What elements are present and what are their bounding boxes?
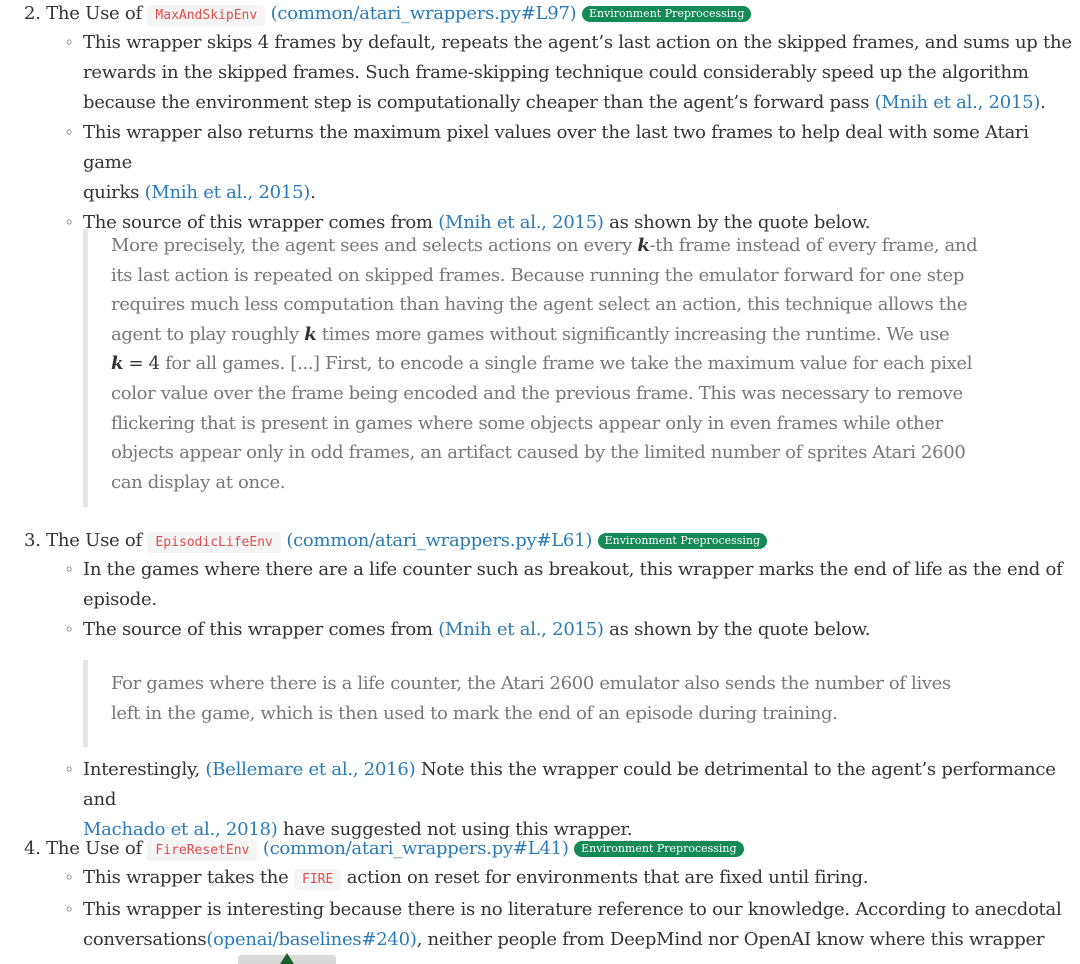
- citation-link[interactable]: (Mnih et al., 2015): [144, 182, 311, 203]
- text-line: rewards in the skipped frames. Such frame-skipping technique could considerably speed up the algorithm: [83, 62, 1029, 83]
- text-line: because the environment step is computationally cheaper than the agent’s forward pass: [83, 92, 875, 113]
- bullet-icon: ◦: [64, 33, 74, 52]
- text-fragment: have suggested not using this wrapper.: [277, 819, 633, 840]
- section-episodic-life-env: [24, 527, 1074, 645]
- issue-link[interactable]: (openai/baselines#240): [206, 929, 417, 950]
- bullet-icon: ◦: [64, 620, 74, 639]
- citation-link[interactable]: (Bellemare et al., 2016): [205, 759, 416, 780]
- list-item: [24, 755, 1074, 845]
- citation-link[interactable]: (Mnih et al., 2015): [438, 619, 604, 640]
- list-item: [24, 118, 1074, 208]
- source-link[interactable]: (common/atari_wrappers.py#L97): [270, 3, 577, 24]
- math-expr: = 4: [123, 353, 160, 375]
- text-line: In the games where there are a life counter such as breakout, this wrapper marks the end of life as the end of: [83, 559, 1063, 580]
- citation-link[interactable]: (Mnih et al., 2015): [438, 212, 604, 233]
- text-fragment: , neither people from DeepMind nor OpenAI know where this wrapper: [416, 929, 1045, 950]
- section-heading: [24, 835, 1074, 863]
- text-line: This wrapper skips 4 frames by default, repeats the agent’s last action on the skipped frames, and sums up the: [83, 32, 1072, 53]
- quote-line: left in the game, which is then used to mark the end of an episode during training.: [111, 702, 838, 724]
- quote-block: [83, 660, 1041, 747]
- text-fragment: conversations: [83, 929, 207, 950]
- bullet-list: [24, 555, 1074, 645]
- math-var: k: [637, 235, 650, 256]
- quote-line: for all games. [...] First, to encode a single frame we take the maximum value for each pixel: [159, 353, 973, 375]
- section-number: 4.: [24, 838, 41, 859]
- quote-line: -th frame instead of every frame, and: [649, 235, 978, 256]
- tag-badge[interactable]: Environment Preprocessing: [574, 841, 743, 857]
- source-link[interactable]: (common/atari_wrappers.py#L61): [286, 530, 593, 551]
- section-number: 3.: [24, 530, 41, 551]
- section-max-and-skip-env: [24, 0, 1074, 238]
- bullet-icon: ◦: [64, 760, 74, 779]
- tag-badge[interactable]: Environment Preprocessing: [598, 533, 767, 549]
- quote-line: flickering that is present in games where some objects appear only in even frames while other: [111, 412, 943, 434]
- list-item: [24, 615, 1074, 645]
- quote-line: its last action is repeated on skipped frames. Because running the emulator forward for one step: [111, 264, 965, 286]
- up-arrow-icon[interactable]: [280, 953, 294, 964]
- text-fragment: This wrapper takes the: [83, 867, 295, 888]
- section-fire-reset-env: [24, 835, 1074, 955]
- quote-line: For games where there is a life counter, the Atari 2600 emulator also sends the number of lives: [111, 673, 951, 694]
- quote-line: times more games without significantly increasing the runtime. We use: [316, 323, 950, 345]
- text-fragment: action on reset for environments that are fixed until firing.: [341, 867, 869, 888]
- bullet-list: [24, 28, 1074, 238]
- quote-line: agent to play roughly: [111, 323, 305, 345]
- bullet-icon: ◦: [64, 213, 74, 232]
- quote-line: More precisely, the agent sees and selects actions on every: [111, 235, 638, 256]
- bullet-icon: ◦: [64, 868, 74, 887]
- bullet-icon: ◦: [64, 560, 74, 579]
- quote-line: requires much less computation than having the agent select an action, this technique allows the: [111, 294, 968, 316]
- text-line: episode.: [83, 589, 157, 610]
- wrapper-code: MaxAndSkipEnv: [147, 5, 265, 26]
- quote-block: [83, 229, 1041, 507]
- source-link[interactable]: (common/atari_wrappers.py#L41): [262, 838, 569, 859]
- text-line: This wrapper is interesting because there is no literature reference to our knowledge. According to anecdotal: [83, 899, 1062, 920]
- math-var: k: [304, 323, 317, 345]
- quote-line: objects appear only in odd frames, an artifact caused by the limited number of sprites Atari 2600: [111, 442, 966, 464]
- list-item: [24, 555, 1074, 615]
- list-item: [24, 895, 1074, 955]
- text-fragment: The source of this wrapper comes from: [83, 212, 439, 233]
- section-heading: [24, 527, 1074, 555]
- math-var: k: [111, 353, 124, 375]
- quote-line: can display at once.: [111, 471, 286, 493]
- bullet-list: [24, 755, 1074, 845]
- text-fragment: as shown by the quote below.: [603, 619, 871, 640]
- citation-link[interactable]: (Mnih et al., 2015): [874, 92, 1041, 113]
- section-prefix: The Use of: [46, 3, 142, 24]
- bullet-icon: ◦: [64, 900, 74, 919]
- text-fragment: .: [1040, 92, 1046, 113]
- bullet-icon: ◦: [64, 123, 74, 142]
- list-item: [24, 863, 1074, 895]
- section-prefix: The Use of: [46, 838, 142, 859]
- wrapper-code: EpisodicLifeEnv: [147, 532, 280, 553]
- list-item: [24, 28, 1074, 118]
- text-fragment: The source of this wrapper comes from: [83, 619, 439, 640]
- quote-line: color value over the frame being encoded and the previous frame. This was necessary to remove: [111, 382, 963, 404]
- text-line: This wrapper also returns the maximum pixel values over the last two frames to help deal with some Atari game: [83, 122, 1029, 173]
- bullet-list: [24, 863, 1074, 955]
- text-line: quirks: [83, 182, 145, 203]
- citation-link[interactable]: Machado et al., 2018): [83, 819, 278, 840]
- text-fragment: Interestingly,: [83, 759, 206, 780]
- text-fragment: Note this the wrapper could be detrimental to the agent’s performance and: [83, 759, 1056, 810]
- text-fragment: .: [310, 182, 316, 203]
- tag-badge[interactable]: Environment Preprocessing: [582, 6, 751, 22]
- section-prefix: The Use of: [46, 530, 142, 551]
- wrapper-code: FireResetEnv: [147, 840, 257, 861]
- fire-code: FIRE: [294, 869, 341, 890]
- text-fragment: as shown by the quote below.: [603, 212, 871, 233]
- section-number: 2.: [24, 3, 41, 24]
- section-heading: [24, 0, 1074, 28]
